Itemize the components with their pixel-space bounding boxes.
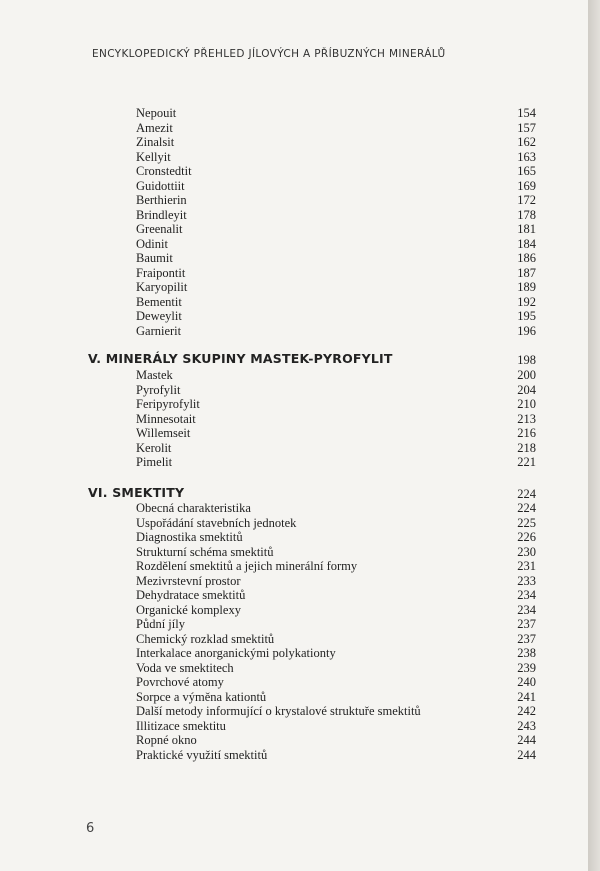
toc-entry [136,193,536,208]
toc-entry [136,574,536,589]
toc-entry-page: 225 [517,515,536,530]
toc-entry [136,309,536,324]
section-title: V. MINERÁLY SKUPINY MASTEK-PYROFYLIT [88,351,393,366]
toc-entry-page: 244 [517,733,536,747]
toc-entry [136,719,536,734]
toc-entry-page: 241 [517,689,536,704]
toc-entry [136,397,536,412]
toc-entry-label: Kellyit [136,149,171,164]
section-title: VI. SMEKTITY [88,485,185,500]
toc-entry [136,545,536,560]
toc-entry-page: 230 [517,544,536,559]
toc-entry [136,179,536,194]
toc-entry-label: Minnesotait [136,411,196,426]
toc-entry-page: 195 [517,309,536,323]
toc-entry [136,412,536,427]
toc-entry [136,150,536,165]
toc-entry [136,324,536,339]
toc-entry-page: 169 [517,178,536,193]
running-head: ENCYKLOPEDICKÝ PŘEHLED JÍLOVÝCH A PŘÍBUZNÝCH MINERÁLŮ [92,48,446,60]
toc-entry-page: 231 [517,559,536,573]
toc-entry-page: 238 [517,646,536,660]
toc-entry-label: Nepouit [136,106,177,120]
toc-entry-label: Bementit [136,294,182,309]
toc-entry [136,455,536,470]
toc-entry-label: Pimelit [136,455,173,469]
toc-entry-label: Cronstedtit [136,164,192,178]
toc-entry-label: Zinalsit [136,135,175,149]
toc-entry-page: 239 [517,660,536,675]
toc-entry [136,733,536,748]
toc-entry [136,675,536,690]
section-page: 224 [517,487,536,501]
toc-entry-label: Feripyrofylit [136,397,200,411]
toc-entry-label: Illitizace smektitu [136,718,226,733]
toc-entry-label: Praktické využití smektitů [136,747,268,762]
toc-entry-label: Willemseit [136,426,191,440]
toc-entry-label: Brindleyit [136,207,187,222]
toc-entry [136,603,536,618]
page-edge [588,0,600,871]
toc-entry-label: Půdní jíly [136,617,185,631]
toc-entry-page: 242 [517,704,536,718]
toc-entry-page: 196 [517,323,536,338]
toc-entry-label: Guidottiit [136,178,185,193]
toc-entry-page: 218 [517,440,536,455]
toc-entry-label: Rozdělení smektitů a jejich minerální formy [136,559,358,573]
toc-entry [136,121,536,136]
toc-entry-label: Deweylit [136,309,182,323]
toc-entry-page: 204 [517,382,536,397]
section-page: 198 [517,353,536,367]
toc-entry [136,501,536,516]
toc-entry [136,368,536,383]
toc-entry [136,237,536,252]
toc-entry-label: Amezit [136,120,173,135]
toc-entry-label: Karyopilit [136,280,188,294]
toc-entry [136,748,536,763]
toc-entry-page: 187 [517,265,536,280]
toc-entry-page: 162 [517,135,536,149]
toc-section-heading [88,350,536,368]
toc-entry [136,617,536,632]
toc-entry [136,426,536,441]
toc-entry [136,280,536,295]
toc-entry [136,266,536,281]
toc-entry-label: Diagnostika smektitů [136,530,243,544]
toc-entry [136,516,536,531]
toc-entry-label: Mastek [136,368,173,382]
toc-entry-label: Další metody informující o krystalové struktuře smektitů [136,704,421,718]
toc-entry-page: 244 [517,747,536,762]
toc-entry-label: Voda ve smektitech [136,660,234,675]
toc-entry-label: Organické komplexy [136,602,241,617]
toc-entry-label: Garnierit [136,323,182,338]
toc-entry [136,646,536,661]
toc-entry-page: 181 [517,222,536,236]
toc-entry-page: 213 [517,411,536,426]
toc-entry-label: Mezivrstevní prostor [136,573,241,588]
toc-entry-page: 154 [517,106,536,120]
toc-entry-page: 189 [517,280,536,294]
toc-entry-page: 226 [517,530,536,544]
toc-entry [136,530,536,545]
toc-entry [136,222,536,237]
toc-entry-page: 192 [517,294,536,309]
toc-section-heading [88,484,536,502]
toc-entry-label: Strukturní schéma smektitů [136,544,274,559]
toc-entry-page: 172 [517,193,536,207]
toc-entry [136,632,536,647]
toc-entry-label: Berthierin [136,193,187,207]
toc-entry-label: Chemický rozklad smektitů [136,631,275,646]
toc-entry-page: 186 [517,251,536,265]
toc-entry-label: Dehydratace smektitů [136,588,246,602]
toc-entry-page: 184 [517,236,536,251]
toc-entry-page: 165 [517,164,536,178]
toc-entry [136,588,536,603]
toc-entry-page: 157 [517,120,536,135]
toc-entry-label: Povrchové atomy [136,675,224,689]
toc-entry-label: Pyrofylit [136,382,181,397]
toc-entry [136,704,536,719]
toc-entry-page: 163 [517,149,536,164]
toc-entry [136,661,536,676]
toc-entry [136,164,536,179]
toc-entry-page: 237 [517,617,536,631]
toc-entry-page: 237 [517,631,536,646]
toc-entry-page: 224 [517,501,536,515]
toc-entry-label: Baumit [136,251,173,265]
toc-entry-label: Obecná charakteristika [136,501,251,515]
toc-entry-label: Kerolit [136,440,172,455]
toc-entry [136,441,536,456]
toc-entry-page: 221 [517,455,536,469]
toc-entry-label: Uspořádání stavebních jednotek [136,515,297,530]
toc-entry [136,383,536,398]
page-number: 6 [86,821,95,836]
toc-entry-label: Greenalit [136,222,183,236]
toc-entry-label: Odinit [136,236,168,251]
toc-entry [136,251,536,266]
toc-entry-page: 243 [517,718,536,733]
toc-entry [136,690,536,705]
toc-entry-label: Interkalace anorganickými polykationty [136,646,336,660]
toc-entry-page: 200 [517,368,536,382]
toc-entry-page: 240 [517,675,536,689]
toc-entry-page: 216 [517,426,536,440]
toc-entry-page: 210 [517,397,536,411]
toc-entry [136,295,536,310]
toc-entry-label: Sorpce a výměna kationtů [136,689,267,704]
toc-entry [136,208,536,223]
toc-entry [136,559,536,574]
toc-entry-page: 233 [517,573,536,588]
toc-entry-label: Ropné okno [136,733,197,747]
toc-entry-page: 178 [517,207,536,222]
toc-entry-page: 234 [517,602,536,617]
toc-entry-label: Fraipontit [136,265,186,280]
toc-entry [136,135,536,150]
toc-entry-page: 234 [517,588,536,602]
toc-entry [136,106,536,121]
